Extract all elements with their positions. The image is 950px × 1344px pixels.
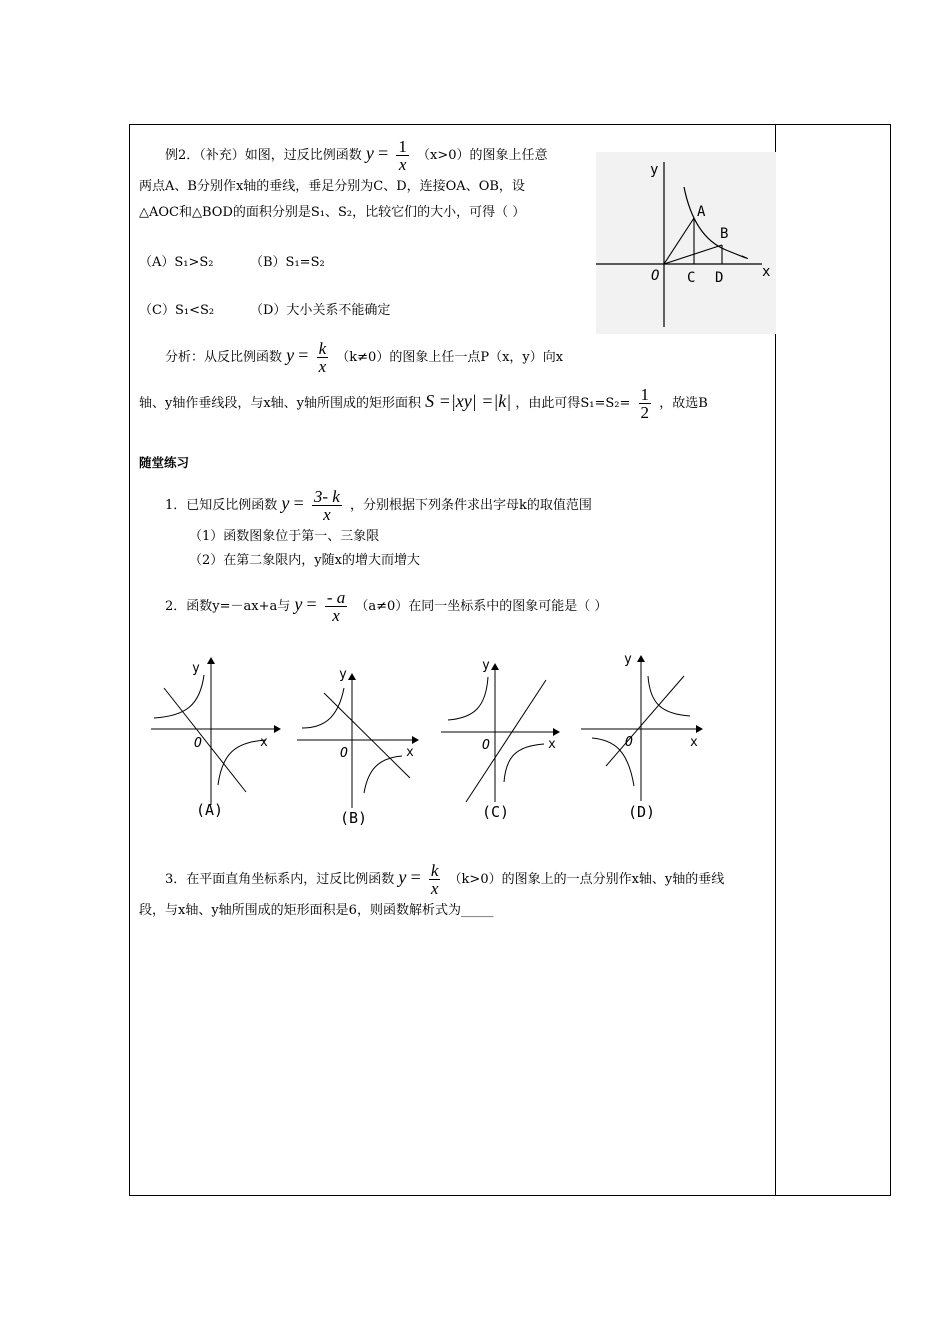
point-a-label: A [697,204,706,220]
option-graph-a [146,650,286,825]
question-2: 2．函数y=－ax+a与 y = $\frac{- a}{x}$ （a≠0）在同一坐标系中的图象可能是（ ） [165,588,608,625]
example2-text: 例2．（补充）如图，过反比例函数 [165,148,362,163]
graph-a-origin: O [194,736,202,751]
origin-label: O [651,268,660,284]
option-graph-d [578,646,718,821]
graph-d-caption: (D) [628,803,656,821]
graph-c-caption: (C) [482,803,510,821]
point-d-label: D [715,270,724,286]
fraction-1-over-x: $\frac{1}{x}$ [398,137,407,174]
x-axis-label: x [762,264,771,280]
practice-heading: 随堂练习 [139,455,190,470]
hyperbola-figure [596,152,776,334]
graph-d-origin: O [625,735,633,750]
graph-d-y: y [624,652,632,667]
graph-c-y: y [482,658,490,673]
question-1: 1．已知反比例函数 y = $\frac{3- k}{x}$ ，分别根据下列条件求出字母k的取值范围 [165,487,592,524]
graph-a-y: y [192,661,200,676]
graph-c-origin: O [482,738,490,753]
point-c-label: C [687,270,696,286]
fraction-k-over-x: $\frac{k}{x}$ [318,339,327,376]
eq-sign: = [378,143,389,163]
question-1-sub2: （2）在第二象限内，y随x的增大而增大 [189,553,420,568]
graph-a-caption: (A) [196,801,224,819]
eq-y: y [365,143,374,163]
question-1-sub1: （1）函数图象位于第一、三象限 [189,529,380,544]
option-c: （C）S₁<S₂ [139,303,215,318]
point-b-label: B [720,226,729,242]
option-a: （A）S₁>S₂ [139,255,214,270]
graph-a-x: x [260,735,268,750]
area-formula: S =|xy| =|k| [425,391,512,411]
option-b: （B）S₁=S₂ [250,255,325,270]
graph-c-x: x [548,737,556,752]
option-d: （D）大小关系不能确定 [250,303,391,318]
example2-line1 [165,138,548,173]
fraction-k-over-x-q3: $\frac{k}{x}$ [430,861,439,898]
option-graph-c [438,652,578,827]
question-3: 3．在平面直角坐标系内，过反比例函数 y = $\frac{k}{x}$ （k>0）的图象上的一点分别作x轴、y轴的垂线 [165,861,725,898]
analysis-line1: 分析：从反比例函数 y = $\frac{k}{x}$ （k≠0）的图象上任一点P（x，y）向x [165,339,564,376]
fraction-one-half: $\frac{1}{2}$ [640,385,650,422]
example2-line3: △AOC和△BOD的面积分别是S₁、S₂，比较它们的大小，可得（ ） [139,205,526,220]
fraction-3-minus-k: $\frac{3- k}{x}$ [313,487,340,524]
graph-b-caption: (B) [340,809,368,827]
y-axis-label: y [650,162,659,178]
question-3-line2: 段，与x轴、y轴所围成的矩形面积是6，则函数解析式为_____ [139,903,494,918]
graph-b-x: x [406,745,414,760]
fraction-minus-a: $\frac{- a}{x}$ [326,588,346,625]
example2-text-post: （x>0）的图象上任意 [417,148,548,163]
graph-b-origin: O [340,746,348,761]
graph-d-x: x [690,735,698,750]
graph-b-y: y [339,667,347,682]
option-graph-b [294,658,434,833]
example2-line2: 两点A、B分别作x轴的垂线，垂足分别为C、D，连接OA、OB，设 [139,179,525,194]
analysis-line2: 轴、y轴作垂线段，与x轴、y轴所围成的矩形面积 S =|xy| =|k| ，由此可得S₁=S₂= $\frac{1}{2}$ ，故选B [139,385,708,422]
